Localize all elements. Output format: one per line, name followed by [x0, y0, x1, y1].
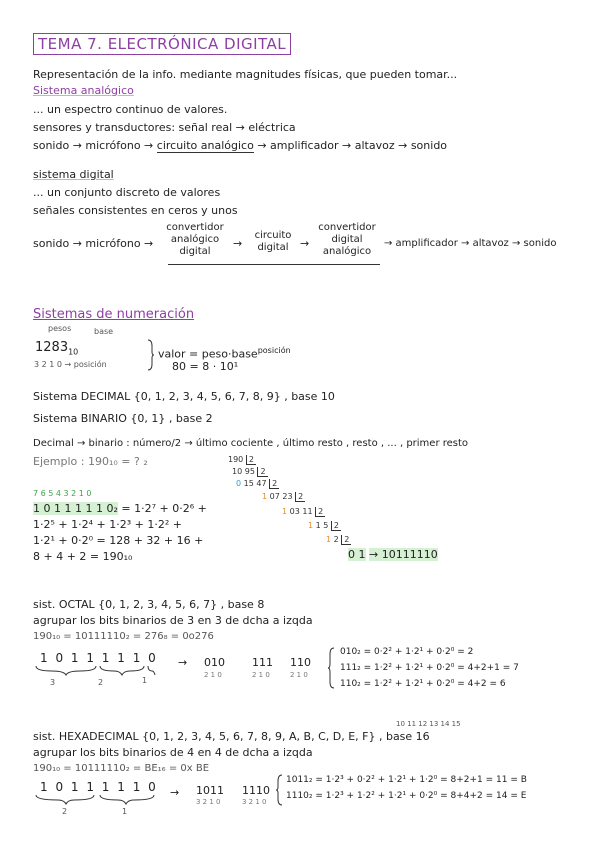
octal-p2: 2 1 0 — [252, 671, 270, 679]
div-step-2: 0 15 47 2 — [236, 479, 278, 488]
div-result — [348, 548, 438, 561]
analog-chain-start: sonido → micrófono → — [33, 139, 154, 152]
bin-eq-3: 1·2¹ + 0·2⁰ = 128 + 32 + 16 + — [33, 534, 204, 547]
dac-mid: digital — [331, 234, 363, 245]
dac-block — [312, 222, 382, 258]
circuit-bot: digital — [257, 242, 289, 253]
analog-circuit: circuito analógico — [156, 139, 254, 152]
octal-arrow: → — [178, 656, 188, 669]
div-step-0: 190 2 — [228, 455, 254, 464]
page-title: TEMA 7. ELECTRÓNICA DIGITAL — [33, 33, 291, 55]
octal-p1: 2 1 0 — [204, 671, 222, 679]
digital-circuit-block — [248, 230, 298, 254]
example-number — [35, 341, 78, 359]
hex-group-braces — [34, 795, 158, 805]
binario-ejemplo: Ejemplo : 190₁₀ = ? ₂ — [33, 455, 148, 468]
octal-g3: 110 — [290, 656, 311, 669]
numeracion-heading: Sistemas de numeración — [33, 307, 195, 322]
octal-eq-2: 111₂ = 1·2² + 1·2¹ + 0·2⁰ = 4+2+1 = 7 — [340, 663, 519, 673]
decimal-line: Sistema DECIMAL {0, 1, 2, 3, 4, 5, 6, 7, 8, 9} , base 10 — [33, 390, 335, 403]
hex-superscripts: 10 11 12 13 14 15 — [396, 720, 461, 728]
octal-example: 190₁₀ = 10111110₂ = 276₈ = 0o276 — [33, 631, 214, 642]
pesos-label: pesos — [48, 324, 72, 333]
hex-g1: 1011 — [196, 784, 224, 797]
digital-chain-end: → amplificador → altavoz → sonido — [384, 238, 557, 249]
analog-line-1: ... un espectro continuo de valores. — [33, 103, 228, 116]
formula — [158, 344, 291, 361]
formula-example: 80 = 8 · 10¹ — [172, 360, 239, 373]
octal-group-1: 1 — [142, 676, 148, 685]
octal-g2: 111 — [252, 656, 273, 669]
bin-eq-4: 8 + 4 + 2 = 190₁₀ — [33, 550, 133, 563]
number-digits: 1283 — [35, 340, 69, 355]
adc-mid: analógico — [170, 234, 220, 245]
dac-top: convertidor — [318, 222, 376, 233]
bin-eq-1 — [33, 502, 207, 515]
digital-heading: sistema digital — [33, 168, 114, 181]
hex-eq-1: 1011₂ = 1·2³ + 0·2² + 1·2¹ + 1·2⁰ = 8+2+1 = 11 = B — [286, 775, 527, 785]
hex-p2: 3 2 1 0 — [242, 798, 267, 806]
hex-group-2: 2 — [62, 807, 68, 816]
intro-text: Representación de la info. mediante magnitudes físicas, que pueden tomar... — [33, 68, 458, 81]
bit-positions: 7 6 5 4 3 2 1 0 — [33, 489, 92, 498]
formula-exp: posición — [257, 346, 291, 355]
octal-bits: 1 0 1 1 1 1 1 0 — [40, 651, 158, 665]
analog-line-2: sensores y transductores: señal real → eléctrica — [33, 121, 296, 134]
hex-g2: 1110 — [242, 784, 270, 797]
digital-arrow-2: → — [300, 237, 310, 250]
div-result-bin: → 10111110 — [369, 548, 438, 561]
octal-group-2: 2 — [98, 678, 104, 687]
hex-agrupar: agrupar los bits binarios de 4 en 4 de dcha a izqda — [33, 746, 313, 759]
hex-example: 190₁₀ = 10111110₂ = BE₁₆ = 0x BE — [33, 763, 210, 774]
octal-group-braces — [34, 666, 158, 676]
digital-line-2: señales consistentes en ceros y unos — [33, 204, 238, 217]
divider-line — [168, 264, 380, 265]
number-base: 10 — [68, 347, 79, 357]
adc-top: convertidor — [166, 222, 224, 233]
hex-brace-icon — [276, 775, 284, 805]
base-label: base — [94, 327, 114, 336]
div-last: 0 1 — [348, 548, 366, 561]
positions-row: 3 2 1 0 → posición — [34, 360, 107, 369]
octal-p3: 2 1 0 — [290, 671, 308, 679]
bin-eq-1-text: = 1·2⁷ + 0·2⁶ + — [121, 502, 207, 515]
octal-g1: 010 — [204, 656, 225, 669]
analog-chain — [33, 139, 447, 152]
octal-agrupar: agrupar los bits binarios de 3 en 3 de dcha a izqda — [33, 614, 313, 627]
formula-text: valor = peso·base — [158, 347, 258, 361]
digital-line-1: ... un conjunto discreto de valores — [33, 186, 221, 199]
analog-heading: Sistema analógico — [33, 84, 134, 97]
div-step-3: 1 07 23 2 — [262, 492, 304, 501]
div-step-4: 1 03 11 2 — [282, 507, 324, 516]
digital-arrow-1: → — [233, 237, 243, 250]
analog-chain-end: → amplificador → altavoz → sonido — [257, 139, 448, 152]
octal-line: sist. OCTAL {0, 1, 2, 3, 4, 5, 6, 7} , base 8 — [33, 598, 265, 611]
octal-eq-1: 010₂ = 0·2² + 1·2¹ + 0·2⁰ = 2 — [340, 647, 474, 657]
binario-line: Sistema BINARIO {0, 1} , base 2 — [33, 412, 213, 425]
hex-line: sist. HEXADECIMAL {0, 1, 2, 3, 4, 5, 6, 7, 8, 9, A, B, C, D, E, F} , base 16 — [33, 730, 430, 743]
adc-bot: digital — [179, 246, 211, 257]
octal-brace-icon — [328, 648, 336, 688]
div-step-6: 1 2 2 — [326, 535, 350, 544]
dac-bot: analógico — [322, 246, 372, 257]
hex-arrow: → — [170, 786, 180, 799]
digital-chain-start: sonido → micrófono → — [33, 237, 154, 250]
bin-number: 1 0 1 1 1 1 1 0₂ — [33, 502, 118, 515]
hex-p1: 3 2 1 0 — [196, 798, 221, 806]
div-step-1: 10 95 2 — [232, 467, 266, 476]
adc-block — [160, 222, 230, 258]
brace-icon — [146, 340, 154, 370]
bin-eq-2: 1·2⁵ + 1·2⁴ + 1·2³ + 1·2² + — [33, 518, 182, 531]
circuit-top: circuito — [254, 230, 292, 241]
hex-bits: 1 0 1 1 1 1 1 0 — [40, 780, 158, 794]
binario-conv: Decimal → binario : número/2 → último cociente , último resto , resto , ... , primer resto — [33, 438, 469, 449]
div-step-5: 1 1 5 2 — [308, 521, 340, 530]
octal-eq-3: 110₂ = 1·2² + 1·2¹ + 0·2⁰ = 4+2 = 6 — [340, 679, 506, 689]
octal-group-3: 3 — [50, 678, 56, 687]
hex-group-1: 1 — [122, 807, 128, 816]
hex-eq-2: 1110₂ = 1·2³ + 1·2² + 1·2¹ + 0·2⁰ = 8+4+2 = 14 = E — [286, 791, 527, 801]
